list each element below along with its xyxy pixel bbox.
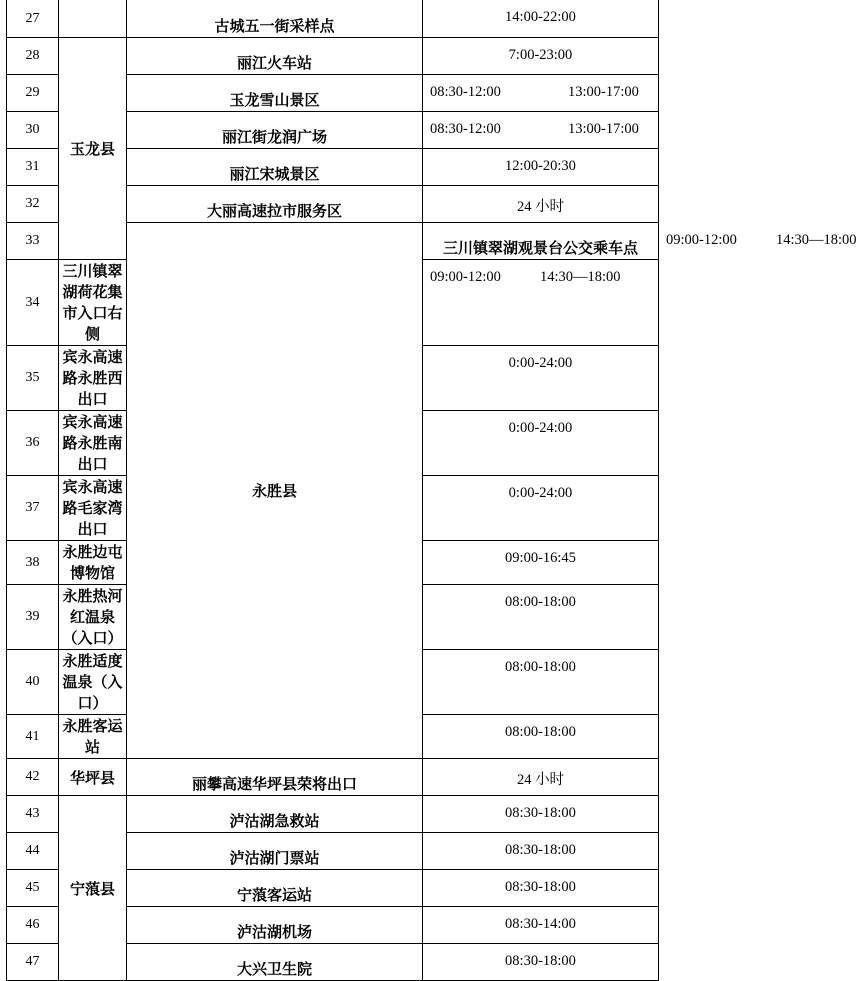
- row-number: 40: [7, 650, 59, 715]
- opening-hours: 08:30-18:00: [423, 796, 659, 833]
- opening-hours: 12:00-20:30: [423, 149, 659, 186]
- county-cell: [59, 0, 127, 38]
- site-name: 大丽高速拉市服务区: [127, 186, 423, 223]
- sampling-sites-table: [6, 0, 857, 981]
- site-name: 永胜客运站: [59, 715, 127, 759]
- row-number: 47: [7, 944, 59, 981]
- hours-morning: 09:00-12:00: [430, 269, 501, 285]
- row-number: 42: [7, 759, 59, 796]
- row-number: 38: [7, 541, 59, 585]
- opening-hours: 08:00-18:00: [423, 585, 659, 650]
- row-number: 29: [7, 75, 59, 112]
- site-name: 丽江街龙润广场: [127, 112, 423, 149]
- site-name: 丽江火车站: [127, 38, 423, 75]
- row-number: 27: [7, 0, 59, 38]
- row-number: 39: [7, 585, 59, 650]
- opening-hours: 24 小时: [423, 759, 659, 796]
- opening-hours: 7:00-23:00: [423, 38, 659, 75]
- row-number: 28: [7, 38, 59, 75]
- hours-afternoon: 14:30—18:00: [776, 232, 857, 248]
- hours-afternoon: 13:00-17:00: [568, 121, 639, 137]
- opening-hours: 0:00-24:00: [423, 476, 659, 541]
- site-name: 丽江宋城景区: [127, 149, 423, 186]
- row-number: 33: [7, 223, 59, 260]
- table-row: [7, 0, 659, 38]
- opening-hours: 14:00-22:00: [423, 0, 659, 38]
- site-name: 丽攀高速华坪县荣将出口: [127, 759, 423, 796]
- opening-hours: [423, 260, 659, 346]
- table-row: [7, 796, 659, 833]
- site-name: 泸沽湖急救站: [127, 796, 423, 833]
- hours-morning: 09:00-12:00: [666, 232, 737, 248]
- county-name: 永胜县: [127, 223, 423, 759]
- row-number: 34: [7, 260, 59, 346]
- site-name: 永胜适度温泉（入口）: [59, 650, 127, 715]
- site-name: 三川镇翠湖观景台公交乘车点: [423, 223, 659, 260]
- site-name: 宾永高速路永胜南出口: [59, 411, 127, 476]
- row-number: 43: [7, 796, 59, 833]
- opening-hours: 08:00-18:00: [423, 715, 659, 759]
- row-number: 41: [7, 715, 59, 759]
- hours-afternoon: 14:30—18:00: [540, 269, 621, 285]
- table-row: [7, 38, 659, 75]
- site-name: 宁蒗客运站: [127, 870, 423, 907]
- row-number: 44: [7, 833, 59, 870]
- row-number: 45: [7, 870, 59, 907]
- opening-hours: 0:00-24:00: [423, 346, 659, 411]
- county-name: 玉龙县: [59, 38, 127, 260]
- row-number: 32: [7, 186, 59, 223]
- site-name: 宾永高速路毛家湾出口: [59, 476, 127, 541]
- row-number: 46: [7, 907, 59, 944]
- row-number: 36: [7, 411, 59, 476]
- site-name: 永胜热河红温泉（入口）: [59, 585, 127, 650]
- site-name: 泸沽湖门票站: [127, 833, 423, 870]
- opening-hours: 0:00-24:00: [423, 411, 659, 476]
- row-number: 37: [7, 476, 59, 541]
- site-name: 宾永高速路永胜西出口: [59, 346, 127, 411]
- site-name: 泸沽湖机场: [127, 907, 423, 944]
- row-number: 30: [7, 112, 59, 149]
- county-name: 华坪县: [59, 759, 127, 796]
- site-name: 古城五一街采样点: [127, 0, 423, 38]
- opening-hours: [423, 75, 659, 112]
- opening-hours: 24 小时: [423, 186, 659, 223]
- hours-morning: 08:30-12:00: [430, 84, 501, 100]
- site-name: 永胜边屯博物馆: [59, 541, 127, 585]
- row-number: 35: [7, 346, 59, 411]
- hours-afternoon: 13:00-17:00: [568, 84, 639, 100]
- opening-hours: 08:30-18:00: [423, 870, 659, 907]
- hours-morning: 08:30-12:00: [430, 121, 501, 137]
- opening-hours: 08:30-18:00: [423, 944, 659, 981]
- row-number: 31: [7, 149, 59, 186]
- opening-hours: 09:00-16:45: [423, 541, 659, 585]
- county-name: 宁蒗县: [59, 796, 127, 981]
- site-name: 三川镇翠湖荷花集市入口右侧: [59, 260, 127, 346]
- opening-hours: 08:00-18:00: [423, 650, 659, 715]
- site-name: 大兴卫生院: [127, 944, 423, 981]
- opening-hours: 08:30-18:00: [423, 833, 659, 870]
- table-row: [7, 759, 659, 796]
- opening-hours: [423, 112, 659, 149]
- site-name: 玉龙雪山景区: [127, 75, 423, 112]
- opening-hours: 08:30-14:00: [423, 907, 659, 944]
